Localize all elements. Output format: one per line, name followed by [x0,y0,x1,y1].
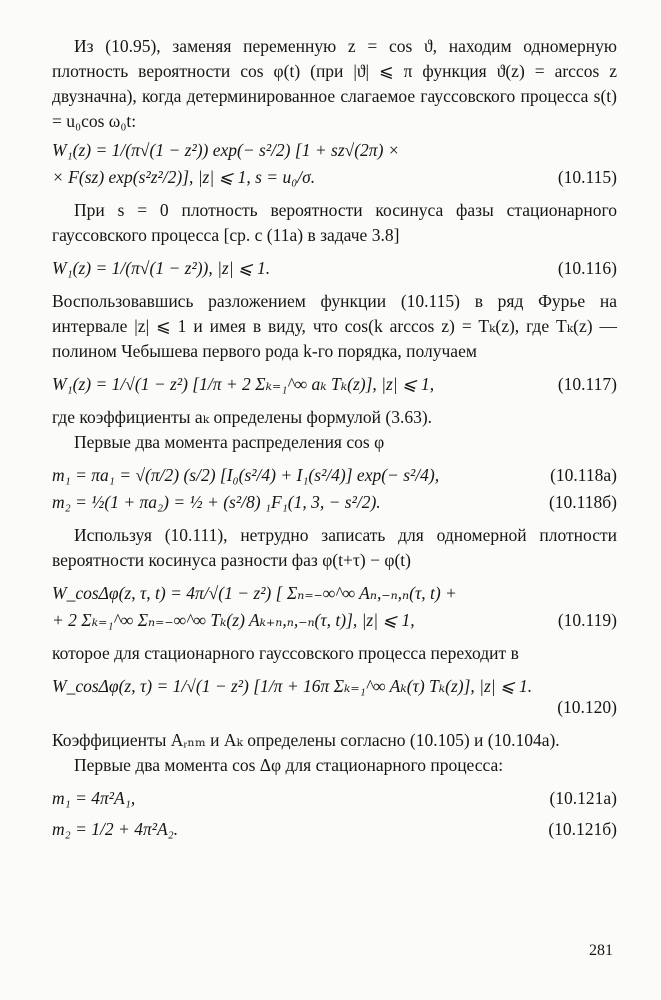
paragraph-s-zero: При s = 0 плотность вероятности косинуса фазы стационарного гауссовского процесса [ср. с (11a) в задаче 3.8] [52,200,617,245]
equation-10-117 [52,374,617,395]
equation-10-119-line1 [52,583,617,604]
equation-number: (10.121б) [548,819,617,839]
equation-text: W₁(z) = 1/(π√(1 − z²)) exp(− s²/2) [1 + sz√(2π) × [52,140,400,160]
paragraph-intro: Из (10.95), заменяя переменную z = cos ϑ, находим одномерную плотность вероятности cos φ(t) (при |ϑ| ⩽ π функция ϑ(z) = arccos z двузначна), когда детерминированное слагаемое гауссовского процесса s(t) = u₀cos ω₀t: [52,36,617,131]
paragraph-moments-delta: Первые два момента cos Δφ для стационарного процесса: [74,755,504,775]
equation-number-10-120: (10.120) [557,697,617,717]
paragraph-coefficients: где коэффициенты aₖ определены формулой (3.63). [52,407,433,427]
equation-text: + 2 Σₖ₌₁^∞ Σₙ₌₋∞^∞ Tₖ(z) Aₖ₊ₙ,ₙ,₋ₙ(τ, t)], |z| ⩽ 1, [52,610,415,630]
paragraph-fourier: Воспользовавшись разложением функции (10.115) в ряд Фурье на интервале |z| ⩽ 1 и имея в виду, что cos(k arccos z) = Tₖ(z), где Tₖ(z) — полином Чебышева первого рода k-го порядка, получаем [52,291,617,361]
equation-10-115-line2 [52,167,617,188]
equation-number: (10.116) [557,258,617,278]
equation-10-121a [52,788,617,809]
equation-text: m₁ = πa₁ = √(π/2) (s/2) [I₀(s²/4) + I₁(s²/4)] exp(− s²/4), [52,465,440,485]
paragraph-phase-difference: Используя (10.111), нетрудно записать для одномерной плотности вероятности косинуса разности фаз φ(t+τ) − φ(t) [52,525,617,570]
equation-10-120 [52,676,617,697]
equation-text: W_cosΔφ(z, τ) = 1/√(1 − z²) [1/π + 16π Σₖ₌₁^∞ Aₖ(τ) Tₖ(z)], |z| ⩽ 1. [52,676,533,696]
equation-number: (10.115) [557,167,617,187]
equation-text: m₂ = 1/2 + 4π²A₂. [52,819,179,839]
equation-text: W₁(z) = 1/√(1 − z²) [1/π + 2 Σₖ₌₁^∞ aₖ Tₖ(z)], |z| ⩽ 1, [52,374,435,394]
equation-10-119-line2 [52,610,617,631]
equation-10-118b [52,492,617,513]
equation-text: × F(sz) exp(s²z²/2)], |z| ⩽ 1, s = u₀/σ. [52,167,316,187]
equation-number: (10.121a) [549,788,617,808]
paragraph-stationary: которое для стационарного гауссовского процесса переходит в [52,643,519,663]
equation-text: W₁(z) = 1/(π√(1 − z²)), |z| ⩽ 1. [52,258,271,278]
equation-number: (10.117) [557,374,617,394]
equation-10-118a [52,465,617,486]
equation-text: W_cosΔφ(z, τ, t) = 4π/√(1 − z²) [ Σₙ₌₋∞^∞ Aₙ,₋ₙ,ₙ(τ, t) + [52,583,457,603]
equation-10-115-line1 [52,140,617,161]
paragraph-moments: Первые два момента распределения cos φ [74,432,385,452]
equation-10-116 [52,258,617,279]
page-number: 281 [589,942,613,959]
equation-text: m₁ = 4π²A₁, [52,788,136,808]
equation-number: (10.118a) [550,465,617,485]
paragraph-coefficients-a: Коэффициенты Aᵣₙₘ и Aₖ определены согласно (10.105) и (10.104a). [52,730,560,750]
equation-text: m₂ = ½(1 + πa₂) = ½ + (s²/8) ₁F₁(1, 3, − s²/2). [52,492,381,512]
equation-number: (10.118б) [548,492,617,512]
equation-number: (10.119) [557,610,617,630]
equation-10-121b [52,819,617,840]
